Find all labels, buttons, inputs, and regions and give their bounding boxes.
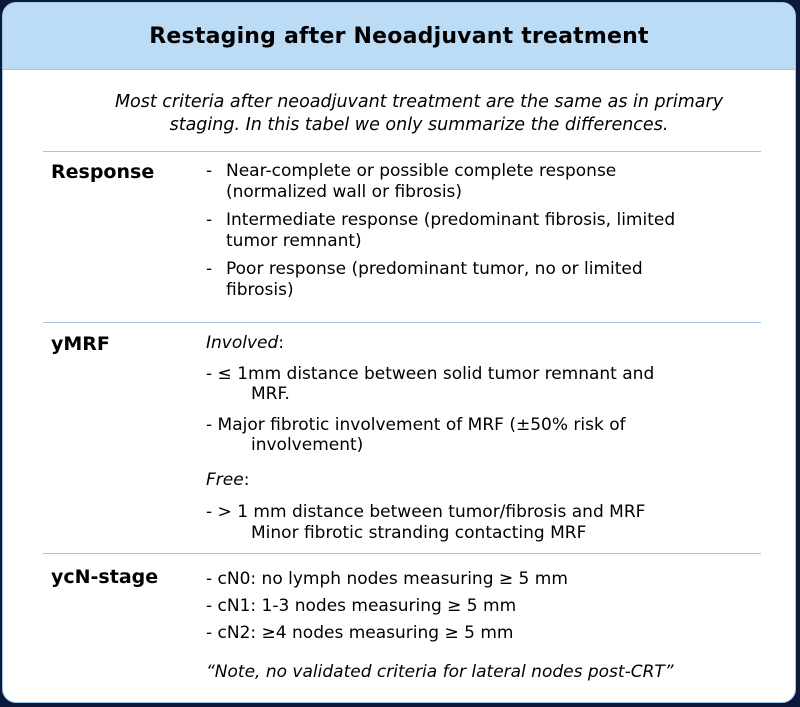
colon: : [278,333,285,353]
list-item [206,364,766,405]
dash: - [206,259,213,279]
intro-line-1: Most criteria after neoadjuvant treatment are the same as in primary [114,92,724,112]
colon: : [243,469,250,490]
item-line-1: Near-complete or possible complete response [226,161,617,181]
item-line-2: tumor remnant) [226,230,362,251]
item-line-1: Poor response (predominant tumor, no or limited [226,259,643,279]
list-item [206,161,766,202]
dash: - [206,596,213,616]
intro-line-2: staging. In this tabel we only summarize the differences. [169,115,669,135]
item-line-1: > 1 mm distance between tumor/fibrosis and MRF [217,502,646,522]
free-heading [206,470,766,491]
item-text: cN0: no lymph nodes measuring ≥ 5 mm [217,569,568,589]
dash: - [206,623,213,643]
dash: - [206,210,213,230]
item-line-2: fibrosis) [226,279,294,300]
ycn-list [206,566,766,686]
item-text: cN1: 1-3 nodes measuring ≥ 5 mm [217,596,517,616]
ymrf-label: yMRF [51,333,110,355]
page-title: Restaging after Neoadjuvant treatment [149,23,649,49]
item-line-2: (normalized wall or fibrosis) [226,181,463,202]
item-line-2: involvement) [251,435,364,455]
divider [43,553,761,554]
divider [43,151,761,152]
ycn-label: ycN-stage [51,566,159,588]
dash: - [206,414,213,435]
divider [43,322,761,323]
involved-label: Involved [206,333,279,353]
note-text: “Note, no validated criteria for lateral nodes post-CRT” [206,662,674,682]
intro-text [69,91,769,137]
list-item [206,259,766,300]
card-header [3,3,795,70]
list-item [206,502,766,543]
dash: - [206,363,213,384]
list-item [206,415,766,456]
involved-heading [206,333,766,354]
dash: - [206,502,213,522]
dash: - [206,161,213,181]
list-item [206,210,766,251]
restaging-card [2,2,796,703]
ymrf-list [206,333,766,543]
item-text: cN2: ≥4 nodes measuring ≥ 5 mm [217,623,514,643]
list-item [206,593,766,620]
free-label: Free [206,469,244,490]
item-line-1: ≤ 1mm distance between solid tumor remnant and [217,363,655,384]
dash: - [206,569,213,589]
item-line-1: Intermediate response (predominant fibrosis, limited [226,210,676,230]
response-label: Response [51,161,155,183]
item-line-2: MRF. [251,384,290,404]
list-item [206,620,766,647]
item-line-2: Minor fibrotic stranding contacting MRF [251,522,587,543]
item-line-1: Major fibrotic involvement of MRF (±50% risk of [217,414,626,435]
response-list [206,161,766,300]
list-item [206,566,766,593]
